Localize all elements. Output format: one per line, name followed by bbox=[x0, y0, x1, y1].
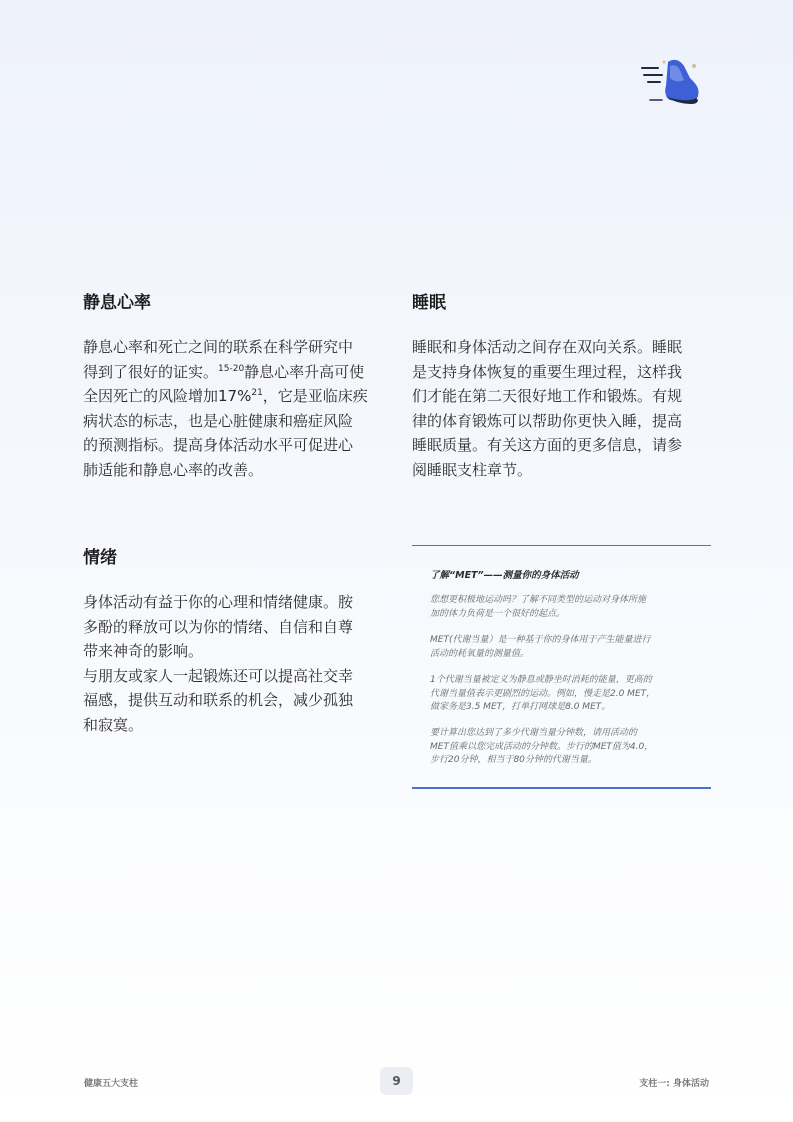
text-segment: 得到了很好的证实。 bbox=[83, 362, 219, 381]
text-segment: ，它是亚临床疾 bbox=[262, 387, 368, 405]
footer-chapter-title: 支柱一: 身体活动 bbox=[639, 1079, 709, 1089]
running-shoe-icon bbox=[640, 56, 702, 110]
section-heading-sleep: 睡眠 bbox=[412, 293, 446, 313]
met-info-box bbox=[412, 545, 711, 789]
text-segment: 全因死亡的风险增加17% bbox=[83, 387, 252, 405]
text-segment: 静息心率升高可使 bbox=[244, 362, 365, 381]
reference-superscript: 21 bbox=[251, 388, 263, 398]
sleep-text: 睡眠和身体活动之间存在双向关系。睡眠 是支持身体恢复的重要生理过程，这样我 们才能在第二天很好地工作和锻炼。有规 律的体育锻炼可以帮助你更快入睡，提高 睡眠质量。有关这方面的更多信息，请参 阅睡眠支柱章节。 bbox=[412, 338, 683, 479]
section-heading-resting-heart-rate: 静息心率 bbox=[83, 293, 151, 313]
page-number: 9 bbox=[380, 1067, 413, 1095]
reference-superscript: 15-20 bbox=[218, 363, 245, 374]
met-paragraph-definition: MET(代谢当量）是一种基于你的身体用于产生能量进行 活动的耗氧量的测量值。 bbox=[430, 635, 651, 659]
met-box-title: 了解“MET”——测量你的身体活动 bbox=[430, 570, 579, 581]
resting-heart-rate-text bbox=[83, 335, 383, 482]
footer-document-title: 健康五大支柱 bbox=[84, 1079, 139, 1089]
met-paragraph-intro: 您想更积极地运动吗？了解不同类型的运动对身体所施 加的体力负荷是一个很好的起点。 bbox=[430, 595, 647, 619]
met-paragraph-calculation: 要计算出您达到了多少代谢当量分钟数，请用活动的 MET值乘以您完成活动的分钟数。步行的MET值为4.0， 步行20分钟，相当于80分钟的代谢当量。 bbox=[430, 728, 654, 765]
emotion-text: 身体活动有益于你的心理和情绪健康。胺 多酚的释放可以为你的情绪、自信和自尊 带来神奇的影响。 与朋友或家人一起锻炼还可以提高社交幸 福感，提供互动和联系的机会，减少孤独 和寂寞。 bbox=[83, 593, 354, 734]
text-line: 静息心率和死亡之间的联系在科学研究中 bbox=[83, 338, 354, 356]
section-heading-emotion: 情绪 bbox=[83, 548, 117, 568]
text-block: 病状态的标志，也是心脏健康和癌症风险 的预测指标。提高身体活动水平可促进心 肺适能和静息心率的改善。 bbox=[83, 411, 354, 479]
met-paragraph-examples: 1个代谢当量被定义为静息或静坐时消耗的能量，更高的 代谢当量值表示更剧烈的运动。例如，慢走是2.0 MET， 做家务是3.5 MET，打单打网球是8.0 MET。 bbox=[430, 675, 656, 712]
